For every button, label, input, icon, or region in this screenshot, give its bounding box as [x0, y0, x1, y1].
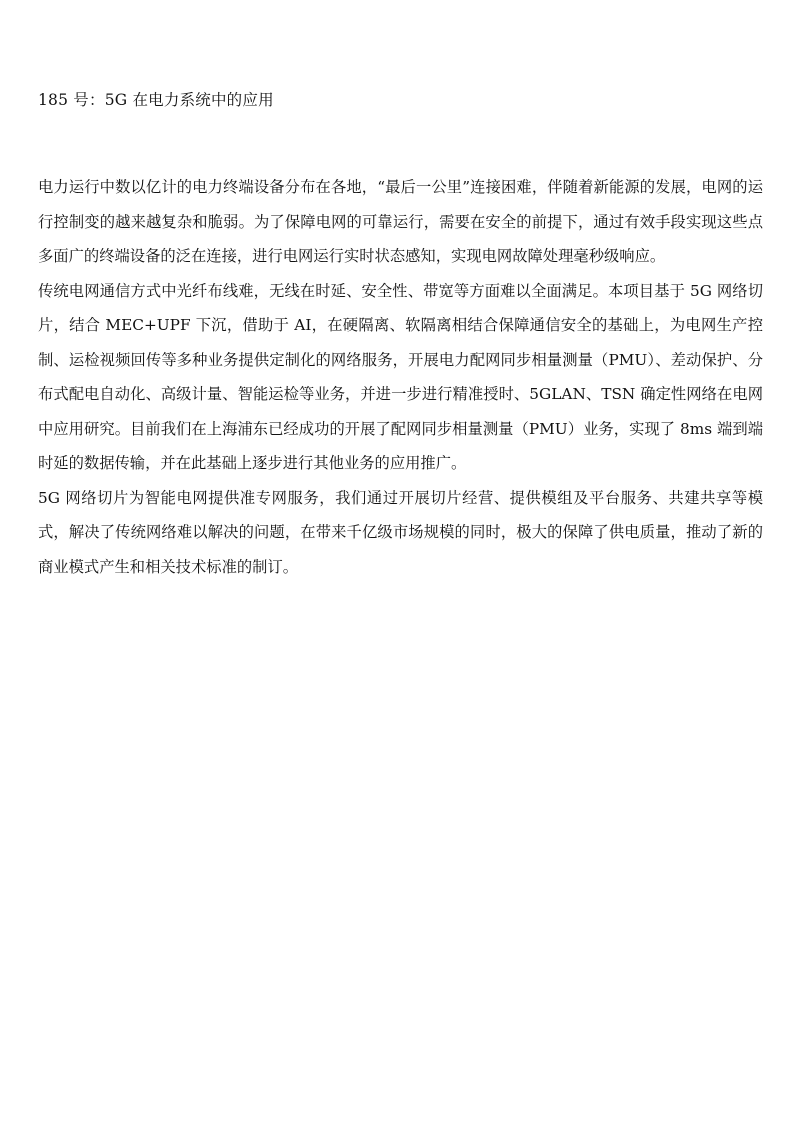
- paragraph-2: 传统电网通信方式中光纤布线难，无线在时延、安全性、带宽等方面难以全面满足。本项目基于 5G 网络切片，结合 MEC+UPF 下沉，借助于 AI，在硬隔离、软隔离相结合保障通信安全的基础上，为电网生产控制、运检视频回传等多种业务提供定制化的网络服务，开展电力配网同步相量测量（PMU）、差动保护、分布式配电自动化、高级计量、智能运检等业务，并进一步进行精准授时、5GLAN、TSN 确定性网络在电网中应用研究。目前我们在上海浦东已经成功的开展了配网同步相量测量（PMU）业务，实现了 8ms 端到端时延的数据传输，并在此基础上逐步进行其他业务的应用推广。: [38, 281, 763, 472]
- document-title: 185 号：5G 在电力系统中的应用: [38, 91, 274, 109]
- paragraph-3: 5G 网络切片为智能电网提供准专网服务，我们通过开展切片经营、提供模组及平台服务、共建共享等模式，解决了传统网络难以解决的问题，在带来千亿级市场规模的同时，极大的保障了供电质量，推动了新的商业模式产生和相关技术标准的制订。: [38, 488, 763, 576]
- document-body: [38, 170, 763, 584]
- paragraph-1: 电力运行中数以亿计的电力终端设备分布在各地，“最后一公里”连接困难，伴随着新能源的发展，电网的运行控制变的越来越复杂和脆弱。为了保障电网的可靠运行，需要在安全的前提下，通过有效手段实现这些点多面广的终端设备的泛在连接，进行电网运行实时状态感知，实现电网故障处理毫秒级响应。: [38, 178, 763, 265]
